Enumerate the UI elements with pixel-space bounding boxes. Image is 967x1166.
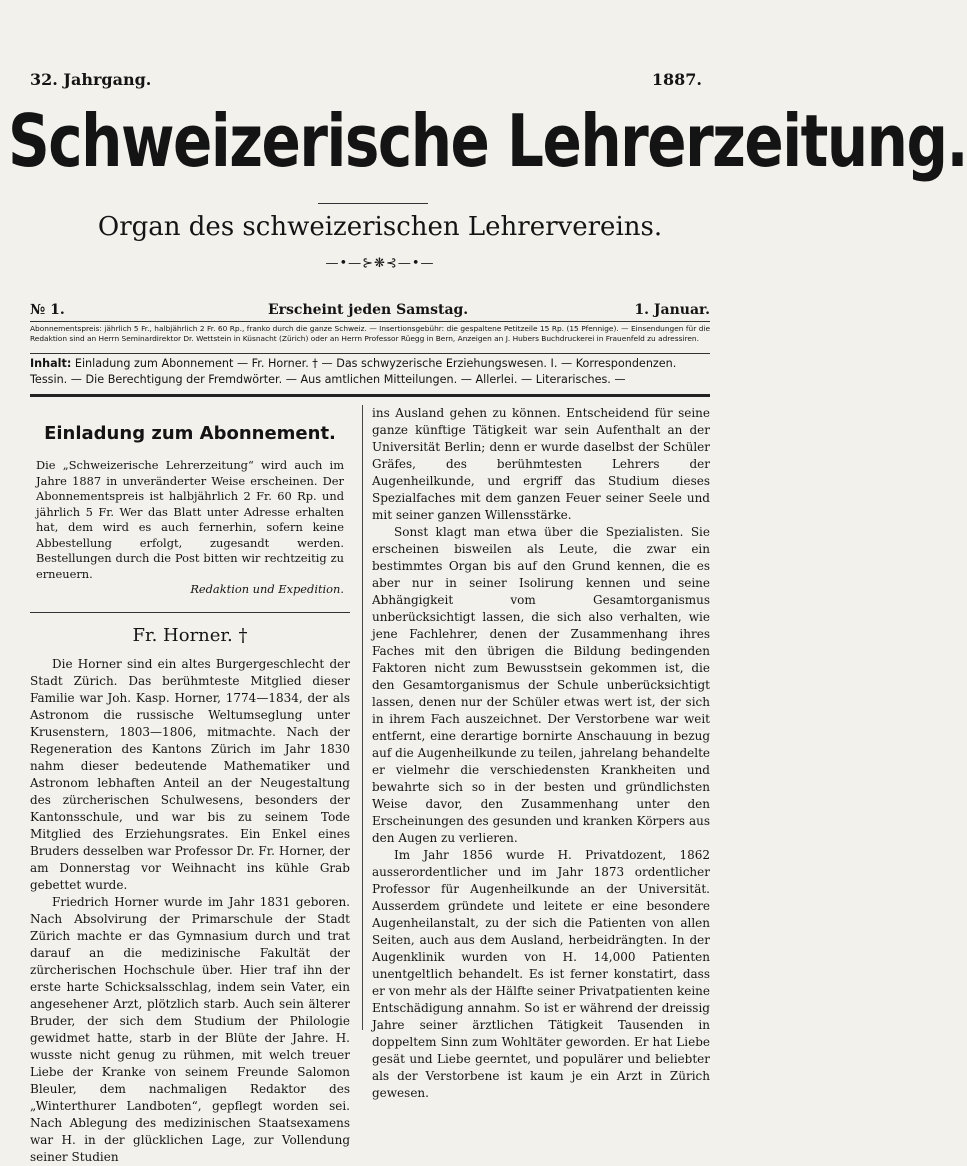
year-label: 1887. [651,70,702,89]
article-paragraph: Sonst klagt man etwa über die Spezialisten. Sie erscheinen bisweilen als Leute, die zwar ein bestimmtes Organ bis auf den Grund kennen, die es aber nur in seiner Isolirung kennen und seine Abhängigkeit vom Gesamtorganismus unberücksichtigt lassen, die sich also verhalten, wie jene Fachlehrer, denen der Zusammenhang ihres Faches mit den übrigen die Bildung bedingenden Faktoren nicht zum Bewusstsein gekommen ist, die den Gesamtorganismus der Schule unberücksichtigt lassen, denen nur der Schüler etwas wert ist, der sich in ihrem Fach auszeichnet. Der Verstorbene war weit entfernt, eine derartige bornirte Anschauung in bezug auf die Augenheilkunde zu teilen, jahrelang behandelte er vielmehr die verschiedensten Krankheiten und bewahrte sich so in der besten und gründlichsten Weise davor, den Zusammenhang unter den Erscheinungen des gesunden und kranken Körpers aus den Augen zu verlieren. [372,525,710,845]
subscription-notice: Abonnementspreis: jährlich 5 Fr., halbjährlich 2 Fr. 60 Rp., franko durch die ganze Schweiz. — Insertionsgebühr: die gespaltene Petitzeile 15 Rp. (15 Pfennige). — Einsendungen für die Redaktion sind an Herrn Seminardirektor Dr. Wettstein in Küsnacht (Zürich) oder an Herrn Professor Rüegg in Bern, Anzeigen an J. Hubers Buchdruckerei in Frauenfeld zu adressiren. [30,324,710,343]
article-title: Fr. Horner. † [132,624,248,646]
rule-top [30,321,710,322]
column-divider [362,405,363,1030]
contents-text: Einladung zum Abonnement — Fr. Horner. † — Das schwyzerische Erziehungswesen. I. — Korrespondenzen. Tessin. — Die Berechtigung der Fremdwörter. — Aus amtlichen Mitteilungen. — Allerlei. — Literarisches. — [30,357,677,386]
title-divider [318,203,428,204]
left-column [30,405,350,1166]
invitation-rule [30,612,350,613]
masthead-title: Schweizerische Lehrerzeitung. [8,98,967,184]
table-of-contents [30,356,710,388]
rule-heavy [30,394,710,397]
ornament-divider: —•—⊱❋⊰—•— [325,256,435,271]
issue-number: № 1. [30,302,65,318]
right-column [372,405,710,1102]
issue-frequency: Erscheint jeden Samstag. [268,302,469,318]
rule-contents [30,353,710,354]
issue-date: 1. Januar. [634,302,710,318]
invitation-text: Die „Schweizerische Lehrerzeitung“ wird auch im Jahre 1887 in unveränderter Weise erscheinen. Der Abonnementspreis ist halbjährlich 2 Fr. 60 Rp. und jährlich 5 Fr. Wer das Blatt unter Adresse erhalten hat, dem wird es auch fernerhin, sofern keine Abbestellung erfolgt, zugesandt werden. Bestellungen durch die Post bitten wir rechtzeitig zu erneuern. [36,458,344,581]
volume-label: 32. Jahrgang. [30,70,152,89]
article-paragraph: Die Horner sind ein altes Burgergeschlecht der Stadt Zürich. Das berühmteste Mitglied dieser Familie war Joh. Kasp. Horner, 1774—1834, der als Astronom die russische Weltumseglung unter Krusenstern, 1803—1806, mitmachte. Nach der Regeneration des Kantons Zürich im Jahr 1830 nahm dieser bedeutende Mathematiker und Astronom lebhaften Anteil an der Neugestaltung des zürcherischen Schulwesens, besonders der Kantonsschule, und war bis zu seinem Tode Mitglied des Erziehungsrates. Ein Enkel eines Bruders desselben war Professor Dr. Fr. Horner, der am Donnerstag vor Weihnacht ins kühle Grab gebettet wurde. [30,656,350,892]
article-paragraph: Im Jahr 1856 wurde H. Privatdozent, 1862 ausserordentlicher und im Jahr 1873 ordentlicher Professor für Augenheilkunde an der Universität. Ausserdem gründete und leitete er eine besondere Augenheilanstalt, zu der sich die Patienten von allen Seiten, auch aus dem Ausland, herbeidrängten. In der Augenklinik wurden von H. 14,000 Patienten unentgeltlich behandelt. Es ist ferner konstatirt, dass er von mehr als der Hälfte seiner Privatpatienten keine Entschädigung annahm. So ist er während der dreissig Jahre seiner ärztlichen Tätigkeit Tausenden in doppeltem Sinn zum Wohltäter geworden. Er hat Liebe gesät und Liebe geerntet, und populärer und beliebter als der Verstorbene ist kaum je ein Arzt in Zürich gewesen. [372,848,710,1100]
article-paragraph: Friedrich Horner wurde im Jahr 1831 geboren. Nach Absolvirung der Primarschule der Stadt Zürich machte er das Gymnasium durch und trat darauf an die medizinische Fakultät der zürcherischen Hochschule über. Hier traf ihn der erste harte Schicksalsschlag, indem sein Vater, ein angesehener Arzt, plötzlich starb. Auch sein älterer Bruder, der sich dem Studium der Philologie gewidmet hatte, starb in der Blüte der Jahre. H. wusste nicht genug zu rühmen, mit welch treuer Liebe der Kranke von seinem Freunde Salomon Bleuler, dem nachmaligen Redaktor des „Winterthurer Landboten“, gepflegt worden sei. Nach Ablegung des medizinischen Staatsexamens war H. in der glücklichen Lage, zur Vollendung seiner Studien [30,894,350,1164]
subtitle: Organ des schweizerischen Lehrervereins. [97,212,663,242]
article-paragraph: ins Ausland gehen zu können. Entscheidend für seine ganze künftige Tätigkeit war sein Aufenthalt an der Universität Berlin; denn er wurde daselbst der Schüler Gräfes, des berühmtesten Lehrers der Augenheilkunde, und ergriff das Studium dieses Spezialfaches mit dem ganzen Feuer seiner Seele und mit seiner ganzen Willensstärke. [372,406,710,522]
invitation-title: Einladung zum Abonnement. [44,423,336,444]
contents-label: Inhalt: [30,357,72,370]
invitation-signature: Redaktion und Expedition. [190,582,344,596]
